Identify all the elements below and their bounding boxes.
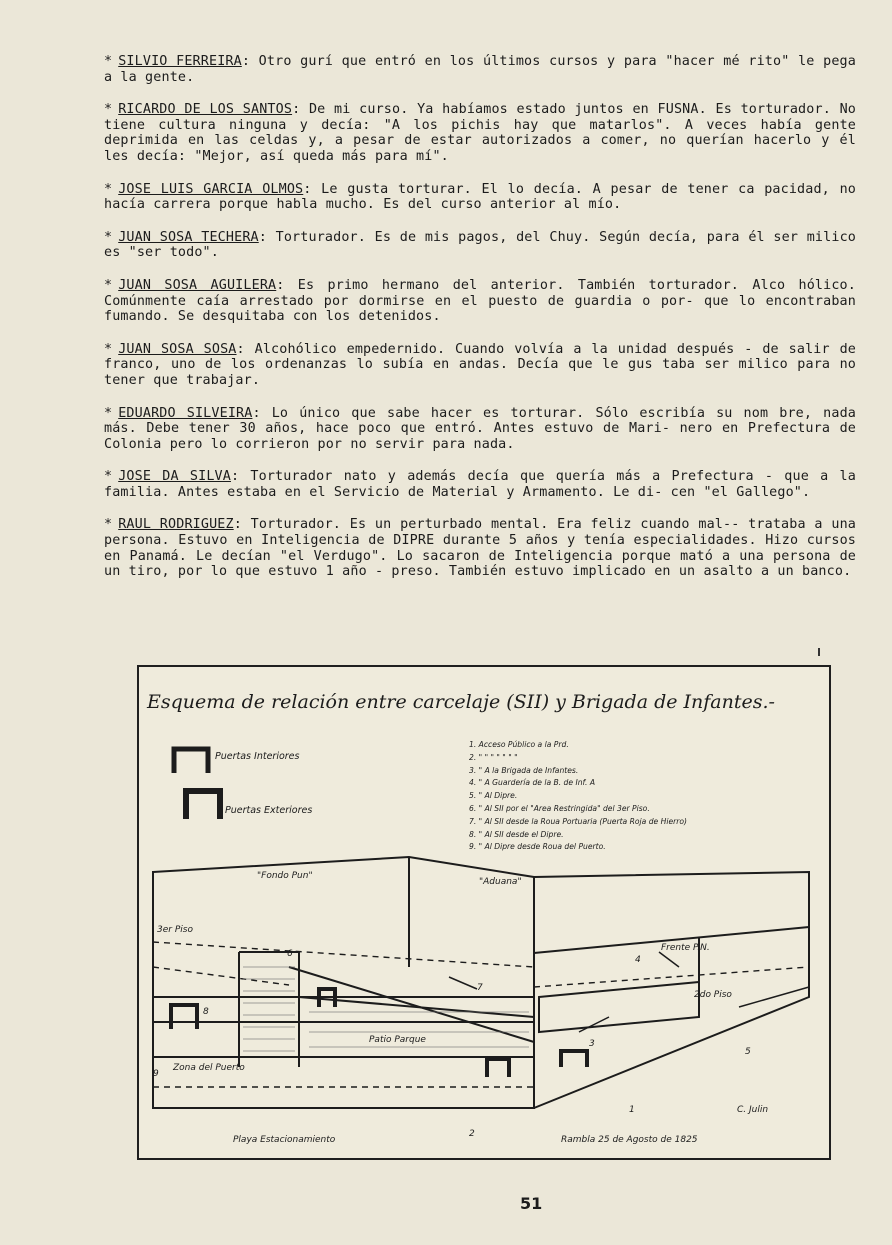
label-tercer-piso: 3er Piso	[157, 925, 193, 935]
entry-name: JUAN SOSA SOSA	[118, 341, 237, 357]
bullet-star: *	[104, 229, 113, 245]
building-diagram	[137, 665, 831, 1160]
entry-name: JUAN SOSA TECHERA	[118, 229, 259, 245]
entry-name: JOSE LUIS GARCIA OLMOS	[118, 181, 304, 197]
label-aduana: "Aduana"	[479, 877, 522, 887]
page-number: 51	[520, 1194, 543, 1213]
legend-item: 3. " A la Brigada de Infantes.	[469, 765, 579, 775]
bullet-star: *	[104, 102, 113, 118]
entry-jose-luis-garcia-olmos	[104, 182, 856, 213]
margin-tick-mark	[818, 648, 820, 656]
label-playa: Playa Estacionamiento	[233, 1135, 336, 1145]
bullet-star: *	[104, 341, 113, 357]
legend-interior-doors: Puertas Interiores	[215, 751, 300, 762]
legend-item: 1. Acceso Público a la Prd.	[469, 740, 569, 749]
legend-item: 8. " Al SII desde el Dipre.	[469, 829, 564, 839]
entry-text: : Torturador. Es de mis pagos, del Chuy. Según decía, para él ser milico es "ser todo".	[104, 229, 856, 261]
entry-eduardo-silveira	[104, 406, 856, 453]
legend-item: 9. " Al Dipre desde Roua del Puerto.	[469, 842, 606, 852]
legend-item: 5. " Al Dipre.	[469, 791, 518, 801]
entry-jose-da-silva	[104, 469, 856, 500]
label-segundo-piso: 2do Piso	[694, 990, 732, 1000]
entry-text: : Es primo hermano del anterior. También torturador. Alco hólico. Comúnmente caía arrestado por dormirse en el puesto de guardia o por- que lo encontraban fumando. Se desquitaba con los detenidos.	[104, 277, 856, 325]
legend-item: 4. " A Guardería de la B. de Inf. A	[469, 778, 596, 788]
diagram-number: 6	[287, 949, 293, 959]
bullet-star: *	[104, 405, 113, 421]
entry-juan-sosa-sosa	[104, 342, 856, 389]
building-sketch	[139, 667, 829, 1158]
entry-text: : De mi curso. Ya habíamos estado juntos en FUSNA. Es torturador. No tiene cultura ninguna y decía: "A los pichis hay que matarlos". A veces había gente deprimida en las celdas y, a pesar de estar autorizados a comer, no querían hacerlo y él les decía: "Mejor, así queda más para mí".	[104, 102, 857, 164]
diagram-title: Esquema de relación entre carcelaje (SII) y Brigada de Infantes.-	[147, 691, 775, 713]
legend-item: 2. " " " " " " "	[469, 752, 518, 762]
diagram-number: 7	[477, 983, 483, 993]
entry-name: RAUL RODRIGUEZ	[118, 517, 234, 533]
bullet-star: *	[104, 277, 113, 293]
entry-ricardo-de-los-santos	[104, 102, 856, 164]
label-patio: Patio Parque	[369, 1035, 426, 1045]
diagram-number: 9	[153, 1069, 159, 1079]
entry-name: EDUARDO SILVEIRA	[118, 405, 253, 421]
label-fondo: "Fondo Pun"	[257, 871, 313, 881]
entry-name: RICARDO DE LOS SANTOS	[118, 102, 293, 118]
entry-juan-sosa-aguilera	[104, 278, 856, 325]
diagram-number: 2	[469, 1129, 475, 1139]
diagram-number: 4	[635, 955, 641, 965]
legend-item: 6. " Al SII por el "Area Restringida" del 3er Piso.	[469, 803, 650, 813]
entry-silvio-ferreira	[104, 54, 856, 85]
diagram-number: 1	[629, 1105, 635, 1115]
label-zona-puerto: Zona del Puerto	[173, 1063, 245, 1073]
entry-text: : Otro gurí que entró en los últimos cursos y para "hacer mé rito" le pega a la gente.	[104, 54, 856, 85]
legend-item: 7. " Al SII desde la Roua Portuaria (Puerta Roja de Hierro)	[469, 816, 687, 826]
entry-name: SILVIO FERREIRA	[118, 54, 242, 69]
diagram-number: 8	[203, 1007, 209, 1017]
entry-text: : Torturador nato y además decía que quería más a Prefectura - que a la familia. Antes estaba en el Servicio de Material y Armamento. Le di- cen "el Gallego".	[104, 469, 856, 500]
entry-raul-rodriguez	[104, 517, 856, 579]
diagram-number: 3	[589, 1039, 595, 1049]
bullet-star: *	[104, 517, 113, 533]
legend-exterior-doors: Puertas Exteriores	[225, 805, 313, 816]
entries-list	[104, 54, 856, 597]
label-frente: Frente P.N.	[661, 943, 710, 953]
bullet-star: *	[104, 54, 113, 69]
entry-text: : Lo único que sabe hacer es torturar. Sólo escribía su nom bre, nada más. Debe tener 30 años, hace poco que entró. Antes estuvo de Mari- nero en Prefectura de Colonia pero lo corrieron por no servir para nada.	[104, 405, 856, 452]
bullet-star: *	[104, 469, 113, 485]
label-rambla: Rambla 25 de Agosto de 1825	[561, 1135, 698, 1145]
entry-juan-sosa-techera	[104, 230, 856, 261]
entry-text: : Le gusta torturar. El lo decía. A pesar de tener ca pacidad, no hacía carrera porque habla mucho. Es del curso anterior al mío.	[104, 181, 856, 213]
entry-text: : Alcohólico empedernido. Cuando volvía a la unidad después - de salir de franco, uno de los ordenanzas lo subía en andas. Decía que le gus taba ser milico para no tener que trabajar.	[104, 341, 857, 388]
entry-name: JUAN SOSA AGUILERA	[118, 277, 277, 293]
signature: C. Julin	[737, 1105, 769, 1115]
entry-text: : Torturador. Es un perturbado mental. Era feliz cuando mal-- trataba a una persona. Estuvo en Inteligencia de DIPRE durante 5 años y tenía especialidades. Hizo cursos en Panamá. Le decían "el Verdugo". Lo sacaron de Inteligencia porque mató a una persona de un tiro, por lo que estuvo 1 año - preso. También estuvo implicado en un asalto a un banco.	[104, 517, 856, 580]
entry-name: JOSE DA SILVA	[118, 469, 231, 485]
bullet-star: *	[104, 181, 113, 197]
diagram-number: 5	[745, 1047, 751, 1057]
